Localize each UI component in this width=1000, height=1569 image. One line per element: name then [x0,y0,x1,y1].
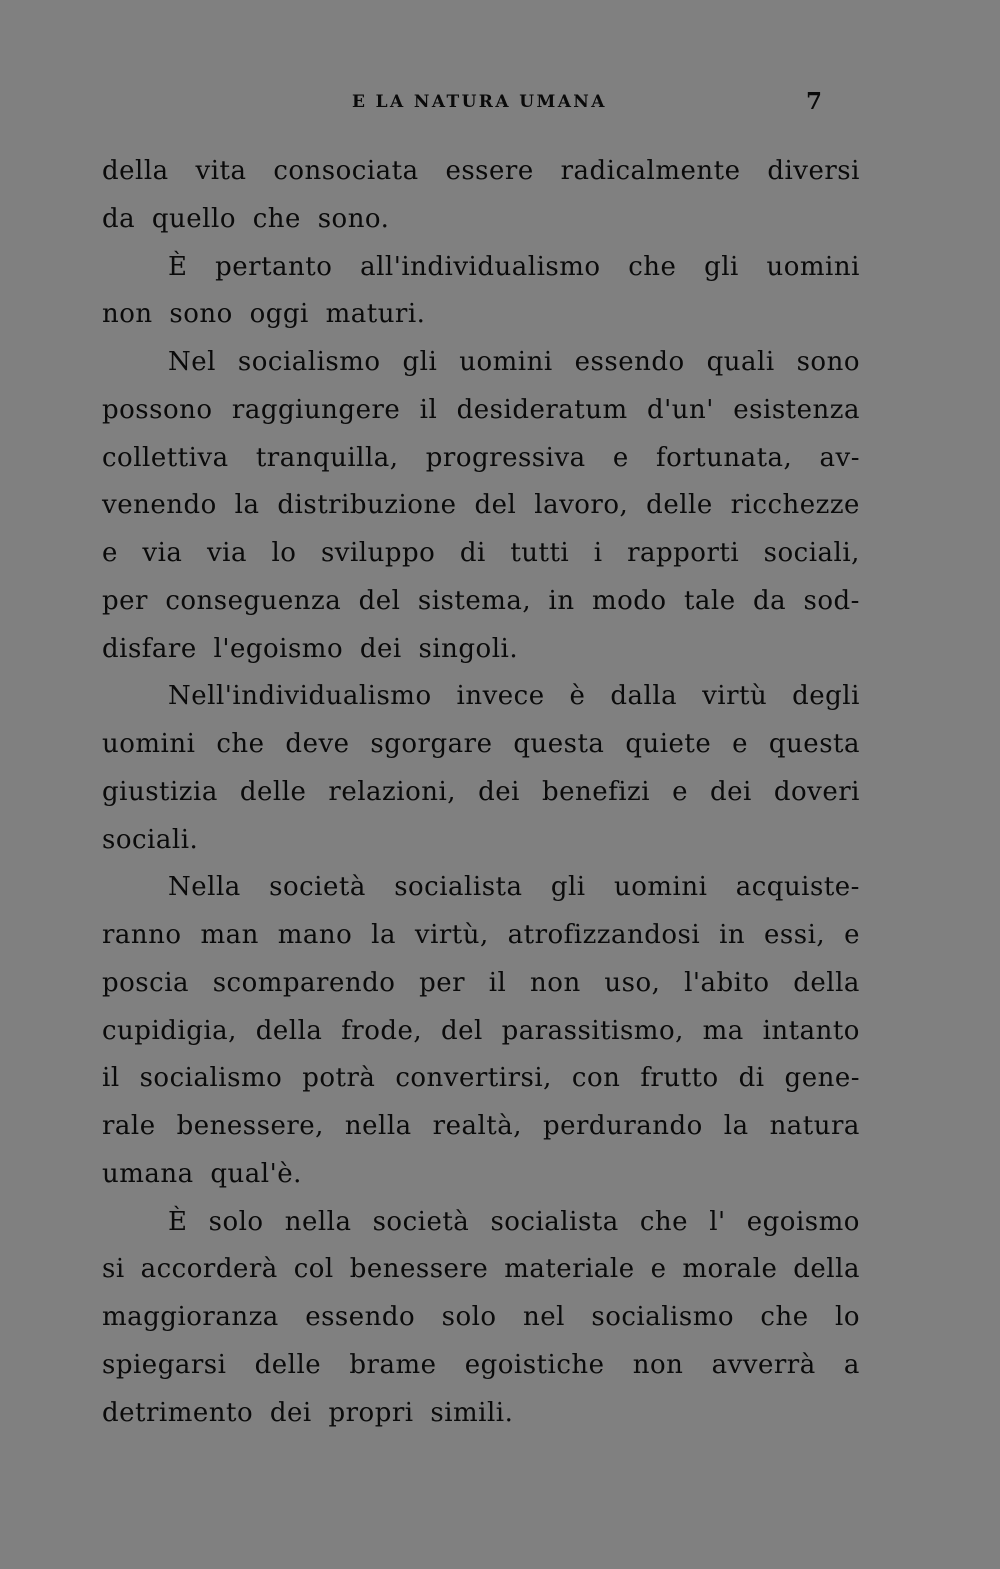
word: parassitismo, [501,1015,684,1046]
text-line [102,864,860,912]
word: atrofizzandosi [507,920,701,950]
word: giustizia [102,776,218,807]
word: poscia [102,967,190,998]
word: sono [796,347,860,377]
word: e [102,538,118,568]
word: delle [239,776,307,807]
word: morale [682,1254,778,1285]
word: di [459,538,486,568]
word: essendo [305,1302,416,1332]
word: via [206,538,247,568]
word: nella [284,1206,352,1237]
text-line [102,387,860,435]
word: della [255,1015,323,1046]
word: d'un' [647,394,714,425]
word: benefizi [541,776,651,807]
word: perdurando [542,1111,703,1141]
word: virtù, [414,920,489,950]
word: questa [513,729,605,759]
text-line [102,673,860,721]
word: gene- [784,1063,860,1094]
word: dalla [610,681,678,712]
word: uomini [102,729,196,759]
word: frutto [640,1063,719,1094]
text-line [102,578,860,626]
text-line [102,482,860,530]
word: realtà, [432,1111,522,1141]
word: brame [349,1349,437,1380]
text-line [102,960,860,1008]
word: uomini [613,872,708,903]
word: spiegarsi [102,1349,227,1380]
word: socialismo [139,1063,283,1094]
word: raggiungere [231,394,401,425]
word: delle [646,490,713,521]
word: tranquilla, [255,442,399,473]
word: È [168,1206,188,1237]
word: e [612,442,629,473]
word: l'abito [684,967,770,998]
word: tale [683,585,736,616]
text-line [102,530,860,578]
word: quali [706,347,775,377]
text-line [102,1342,860,1390]
word: socialista [394,872,523,903]
word: collettiva [102,442,229,473]
word: degli [792,681,860,712]
word: è [569,681,586,712]
word: questa [768,729,860,759]
text-line [102,148,860,196]
word: lavoro, [534,490,629,521]
word: socialismo [591,1302,735,1332]
word: modo [591,585,667,616]
word: avverrà [711,1349,816,1380]
word: solo [441,1302,497,1332]
word: frode, [341,1015,423,1046]
word: che [760,1302,809,1332]
word: relazioni, [328,776,457,807]
word: via [142,538,183,568]
word: Nella [168,872,241,903]
word: dei [478,776,520,807]
word: pertanto [215,251,333,282]
text-line [102,769,860,817]
word: il [102,1063,120,1094]
word: vita [195,156,247,186]
text-line: da quello che sono. [102,203,390,234]
word: ranno [102,920,182,950]
word: fortunata, [655,442,793,473]
word: acquiste- [735,872,860,903]
word: che [628,251,677,282]
word: invece [456,681,545,712]
word: e [844,920,860,950]
word: doveri [773,776,860,807]
word: av- [819,442,860,473]
word: in [548,585,575,616]
text-line [102,1294,860,1342]
word: rapporti [627,538,740,568]
word: della [102,156,169,186]
word: del [440,1015,483,1046]
word: deve [285,729,350,759]
word: egoismo [746,1206,860,1237]
word: del [358,585,401,616]
word: ricchezze [730,490,860,521]
word: quiete [625,729,712,759]
word: e [650,1254,667,1285]
word: la [371,920,396,950]
word: gli [550,872,586,903]
word: nella [344,1111,412,1141]
word: il [488,967,507,998]
word: possono [102,394,213,425]
text-line: non sono oggi maturi. [102,299,426,330]
word: nel [523,1302,565,1332]
text-line: sociali. [102,824,199,855]
word: a [843,1349,860,1380]
word: distribuzione [277,490,457,521]
body-text [102,148,860,1437]
word: mano [277,920,353,950]
word: da [752,585,787,616]
word: per [419,967,466,998]
word: che [639,1206,689,1237]
word: progressiva [425,442,586,473]
word: del [474,490,517,521]
word: sgorgare [370,729,493,759]
word: essere [445,156,534,186]
word: radicalmente [560,156,741,186]
running-header [100,88,860,118]
word: l' [709,1206,726,1237]
word: i [593,538,603,568]
word: virtù [702,681,768,712]
word: uso, [604,967,661,998]
text-line [102,912,860,960]
word: società [269,872,366,903]
word: la [723,1111,749,1141]
word: essi, [764,920,826,950]
word: dei [709,776,752,807]
word: È [168,251,188,282]
word: Nel [168,347,216,377]
word: potrà [302,1063,376,1094]
word: non [632,1349,684,1380]
text-line [102,1246,860,1294]
word: con [571,1063,621,1094]
word: si [102,1254,125,1285]
word: sod- [803,585,860,616]
text-line [102,721,860,769]
word: per [102,585,148,616]
word: natura [769,1111,860,1141]
word: ma [702,1015,744,1046]
word: tutti [510,538,570,568]
word: scomparendo [212,967,396,998]
word: diversi [767,156,860,186]
page-number: 7 [805,88,822,115]
word: socialista [490,1206,619,1237]
text-line [102,1008,860,1056]
text-line: detrimento dei propri simili. [102,1397,514,1428]
word: egoistiche [464,1349,605,1380]
word: all'individualismo [360,251,601,282]
word: e [672,776,688,807]
text-line: umana qual'è. [102,1158,302,1189]
text-line: disfare l'egoismo dei singoli. [102,633,519,664]
word: desideratum [456,394,628,425]
word: sistema, [417,585,532,616]
word: delle [254,1349,322,1380]
word: della [793,967,860,998]
word: conseguenza [165,585,342,616]
word: benessere [349,1254,489,1285]
word: il [419,394,438,425]
word: col [293,1254,334,1285]
word: socialismo [237,347,381,377]
word: benessere, [176,1111,324,1141]
word: man [200,920,259,950]
word: accorderà [140,1254,278,1285]
word: sviluppo [320,538,436,568]
word: lo [271,538,297,568]
word: gli [402,347,438,377]
word: materiale [504,1254,635,1285]
text-line [102,244,860,292]
word: sociali, [763,538,860,568]
word: venendo [102,490,217,521]
text-line [102,1055,860,1103]
word: società [372,1206,470,1237]
text-line [102,1199,860,1247]
word: intanto [762,1015,860,1046]
word: lo [835,1302,860,1332]
word: Nell'individualismo [168,681,432,712]
text-line [102,339,860,387]
word: maggioranza [102,1302,279,1332]
word: uomini [766,251,860,282]
word: che [216,729,265,759]
word: essendo [574,347,685,377]
text-line [102,435,860,483]
word: in [719,920,746,950]
word: cupidigia, [102,1015,237,1046]
word: rale [102,1111,156,1141]
word: convertirsi, [395,1063,552,1094]
word: gli [704,251,739,282]
word: e [732,729,749,759]
word: esistenza [733,394,860,425]
word: non [530,967,581,998]
word: consociata [273,156,419,186]
word: della [793,1254,860,1285]
word: solo [208,1206,264,1237]
running-header-title: E LA NATURA UMANA [352,92,607,112]
word: la [234,490,260,521]
word: uomini [459,347,553,377]
word: di [738,1063,765,1094]
text-line [102,1103,860,1151]
